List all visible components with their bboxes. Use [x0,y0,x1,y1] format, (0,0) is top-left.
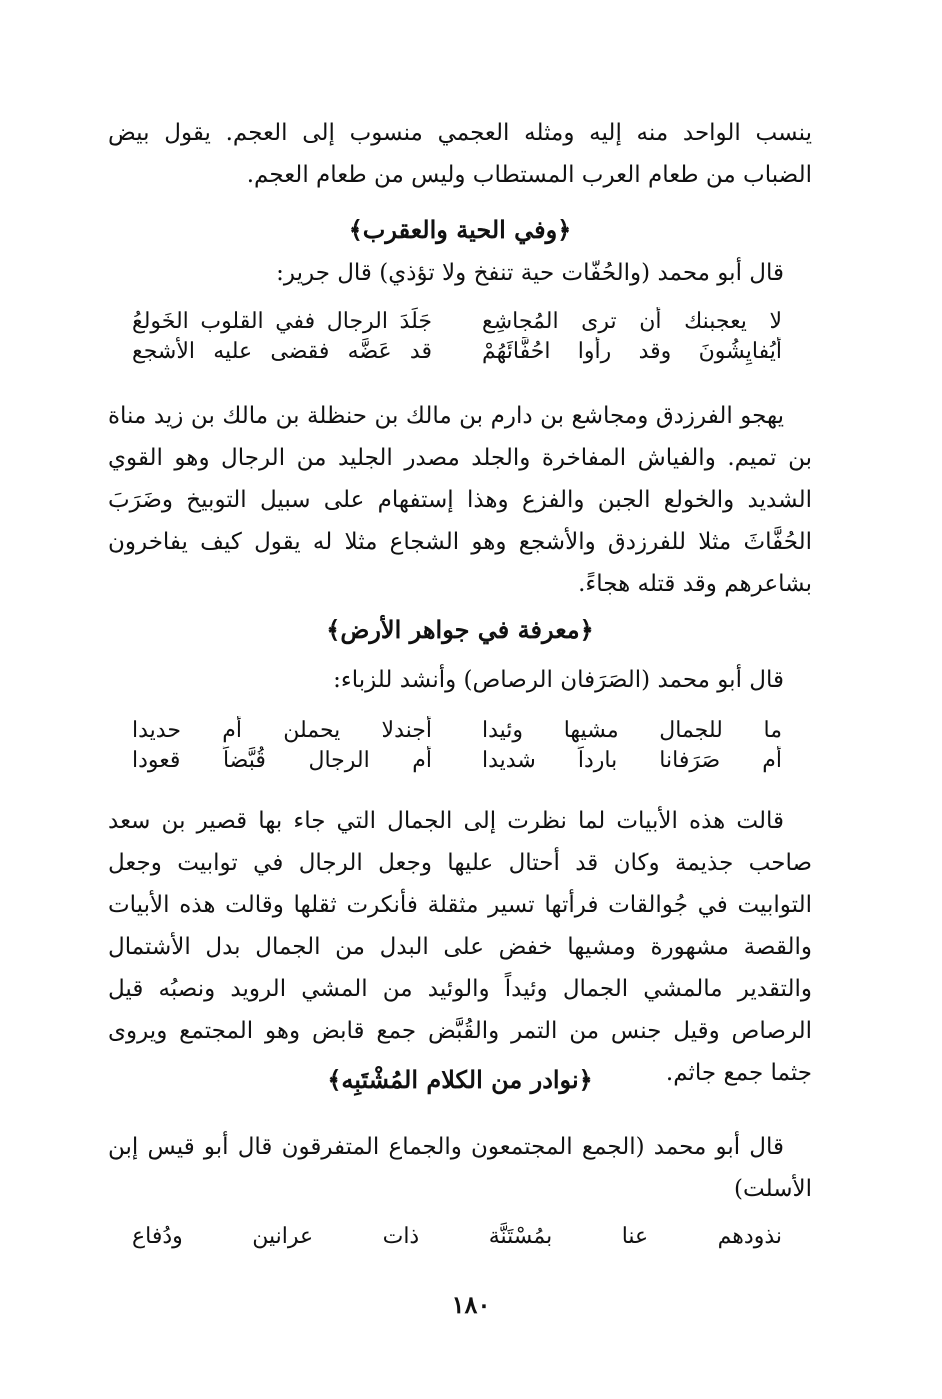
verse-first-hemistich: ما للجمال مشيها وئيدا [482,718,782,743]
paragraph-4-text: قال أبو محمد (الجمع المجتمعون والجماع المتفرقون قال أبو قيس إبن الأسلت) [108,1134,812,1202]
verse-line [132,307,782,337]
verse-first-hemistich: أيُفايِشُونَ وقد رأوا احُفَّائَهُمْ [482,339,782,364]
verse-line [132,746,782,776]
paragraph-1 [108,112,812,196]
paragraph-4 [108,1126,812,1210]
verse-block-jarir [132,307,782,367]
verse-first-hemistich: لا يعجبنك أن ترى المُجاشِع [482,309,782,334]
verse-second-hemistich: أم الرجال قُبَّضاً قعودا [132,748,432,773]
verse-second-hemistich: أجندلا يحملن أم حديدا [132,718,432,743]
verse-second-hemistich: جَلَدَ الرجال ففي القلوب الخَولعُ [132,309,432,334]
section-heading-snake-scorpion: ﴿وفي الحية والعقرب﴾ [348,215,572,244]
verse-line [132,337,782,367]
paragraph-1-text: ينسب الواحد منه إليه ومثله العجمي منسوب إلى العجم. يقول بيض الضباب من طعام العرب المستطاب وليس من طعام العجم. [108,120,812,188]
verse-line [132,716,782,746]
section-heading-ambiguous-words: ﴿نوادر من الكلام المُشْتَبِه﴾ [327,1065,593,1094]
page-number: ١٨٠ [451,1290,491,1319]
intro-line-jarir [108,253,812,293]
paragraph-2 [108,395,812,605]
intro-line-jarir-text: قال أبو محمد (والحُفّات حية تنفخ ولا تؤذي) قال جرير: [276,260,784,286]
intro-line-zabba-text: قال أبو محمد (الصَرَفان الرصاص) وأنشد للزباء: [333,667,784,693]
intro-line-zabba [108,660,812,700]
verse-line-abu-qays: نذودهم عنا بمُسْتَنَّة ذات عرانين ودُفاع [132,1224,782,1249]
paragraph-3-text: قالت هذه الأبيات لما نظرت إلى الجمال التي جاء بها قصير بن سعد صاحب جذيمة وكان قد أحتال عليها وجعل الرجال في توابيت وجعل التوابيت في جُوالقات فرأتها تسير مثقلة فأنكرت ثقلها وقالت هذه الأبيات والقصة مشهورة ومشيها خفض على البدل من الجمال بدل الأشتمال والتقدير مالمشي الجمال وئيداً والوئيد من المشي الرويد ونصبُه قيل الرصاص وقيل جنس من التمر والقُبَّض جمع قابض وهو المجتمع ويروى جثما جمع جاثم. [108,808,812,1086]
paragraph-2-text: يهجو الفرزدق ومجاشع بن دارم بن مالك بن حنظلة بن مالك بن زيد مناة بن تميم. والفياش المفاخرة والجلد مصدر الجليد من الرجال وهو القوي الشديد والخولع الجبن والفزع وهذا إستفهام على سبيل التوبيخ وضَرَبَ الحُفَّاثَ مثلا للفرزدق والأشجع وهو الشجاع مثلا له يقول كيف يفاخرون بشاعرهم وقد قتله هجاءً. [108,403,812,597]
verse-second-hemistich: قد عَضَّه فقضى عليه الأشجع [132,339,432,364]
verse-first-hemistich: أم صَرَفانا بارداً شديدا [482,748,782,773]
verse-block-zabba [132,716,782,776]
paragraph-3 [108,800,812,1094]
section-heading-earth-minerals: ﴿معرفة في جواهر الأرض﴾ [326,615,594,644]
